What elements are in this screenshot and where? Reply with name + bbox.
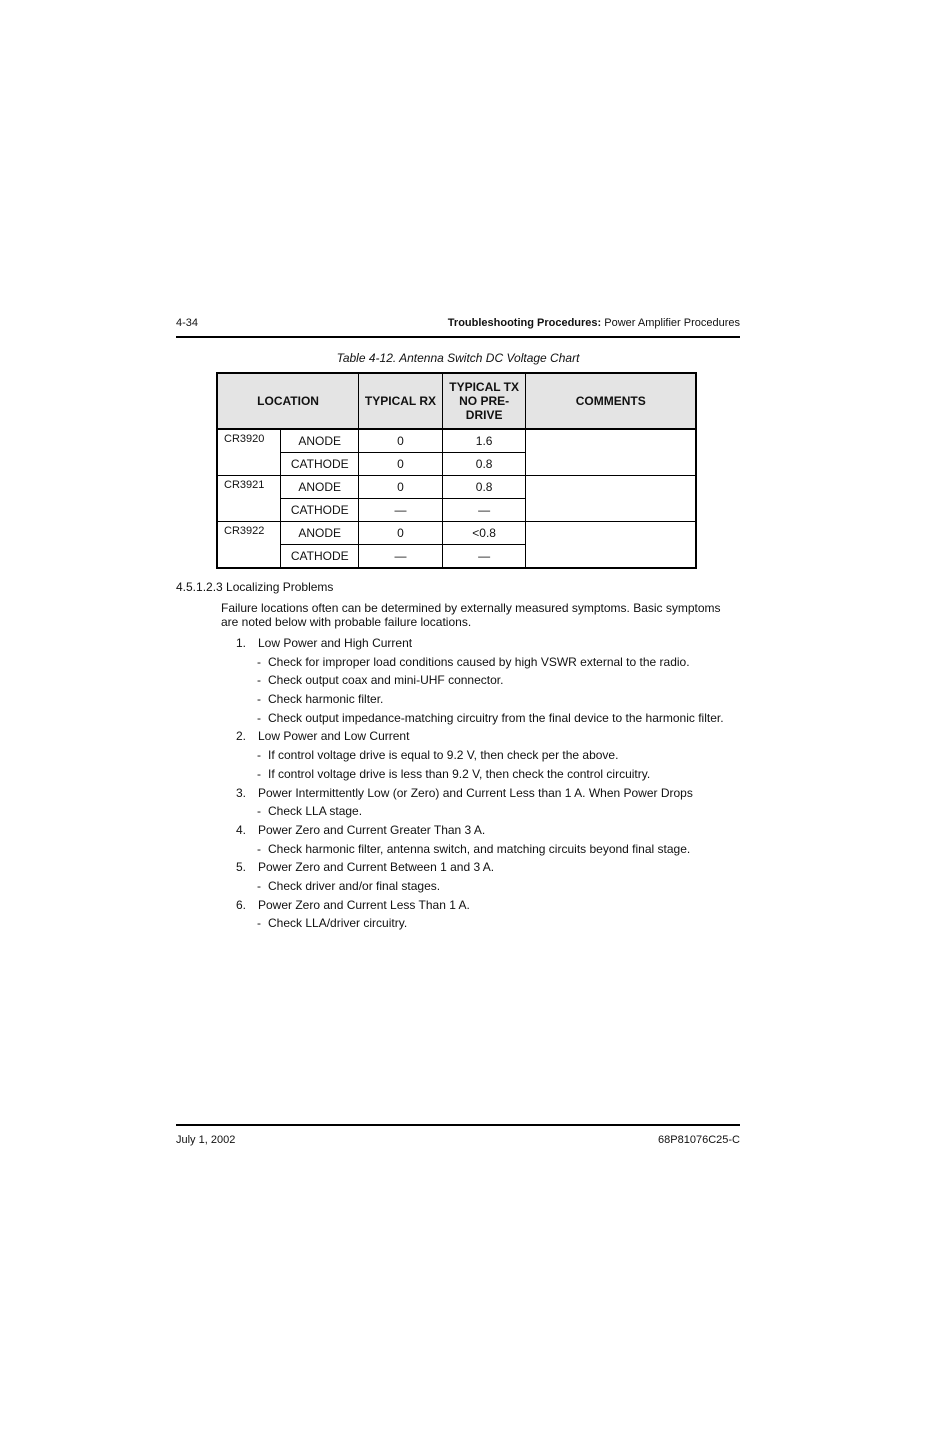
item-text: Power Zero and Current Greater Than 3 A.	[258, 822, 486, 837]
dash: -	[257, 766, 261, 781]
item-number: 1.	[236, 636, 247, 650]
item-text: Power Zero and Current Less Than 1 A.	[258, 897, 470, 912]
rx-cell: 0	[359, 429, 443, 453]
dash: -	[257, 692, 261, 707]
item-text: Low Power and Low Current	[258, 729, 410, 744]
sub-item-text: If control voltage drive is less than 9.2 V, then check the control circuitry.	[268, 766, 651, 781]
list-item	[236, 636, 746, 655]
component-ref: CR3921	[217, 476, 281, 522]
header-typical-rx: TYPICAL RX	[359, 373, 443, 429]
tx-cell: <0.8	[442, 522, 526, 545]
component-ref: CR3920	[217, 429, 281, 476]
sub-item-text: If control voltage drive is equal to 9.2 V, then check per the above.	[268, 748, 619, 763]
page-footer	[176, 1124, 740, 1146]
sub-item-text: Check output impedance-matching circuitry from the final device to the harmonic filter.	[268, 710, 724, 725]
pin-cell: ANODE	[281, 429, 359, 453]
section-intro: Failure locations often can be determined by externally measured symptoms. Basic symptoms are noted below with probable failure locations.	[221, 601, 721, 629]
item-text: Low Power and High Current	[258, 636, 413, 650]
table-row	[217, 522, 696, 545]
dash: -	[257, 916, 261, 931]
component-ref: CR3922	[217, 522, 281, 569]
header-typical-tx-line1: TYPICAL TX	[449, 380, 520, 394]
table-header-row	[217, 373, 696, 429]
sub-item	[236, 711, 746, 730]
item-number: 6.	[236, 897, 247, 912]
dash: -	[257, 673, 261, 688]
tx-cell: 0.8	[442, 453, 526, 476]
comments-cell	[526, 522, 696, 569]
sub-item-text: Check output coax and mini-UHF connector.	[268, 673, 504, 688]
page-header	[176, 316, 740, 338]
tx-cell: 1.6	[442, 429, 526, 453]
table-row	[217, 476, 696, 499]
tx-cell: —	[442, 545, 526, 569]
rx-cell: 0	[359, 522, 443, 545]
pin-cell: CATHODE	[281, 499, 359, 522]
sub-item	[236, 673, 746, 692]
dash: -	[257, 710, 261, 725]
pin-cell: ANODE	[281, 476, 359, 499]
rx-cell: 0	[359, 453, 443, 476]
rx-cell: 0	[359, 476, 443, 499]
list-item	[236, 786, 746, 805]
item-number: 5.	[236, 860, 247, 875]
item-number: 2.	[236, 729, 247, 744]
tx-cell: —	[442, 499, 526, 522]
table-row	[217, 429, 696, 453]
sub-item-text: Check for improper load conditions caused by high VSWR external to the radio.	[268, 654, 690, 669]
dash: -	[257, 804, 261, 819]
dash: -	[257, 878, 261, 893]
rx-cell: —	[359, 499, 443, 522]
footer-date: July 1, 2002	[176, 1134, 236, 1146]
comments-cell	[526, 429, 696, 476]
header-location: LOCATION	[217, 373, 359, 429]
item-number: 4.	[236, 822, 247, 837]
header-title-rest: Power Amplifier Procedures	[604, 317, 740, 329]
sub-item-text: Check LLA/driver circuitry.	[268, 916, 408, 931]
sub-item	[236, 748, 746, 767]
header-typical-tx-line2: NO PRE-	[459, 394, 510, 408]
section-heading: 4.5.1.2.3 Localizing Problems	[176, 580, 334, 594]
header-typical-tx	[442, 373, 526, 429]
header-comments: COMMENTS	[526, 373, 696, 429]
item-text: Power Intermittently Low (or Zero) and Current Less than 1 A. When Power Drops	[258, 785, 693, 800]
comments-cell	[526, 476, 696, 522]
list-item	[236, 823, 746, 842]
sub-item-text: Check harmonic filter.	[268, 692, 384, 707]
dash: -	[257, 841, 261, 856]
sub-item	[236, 842, 746, 861]
table-caption: Table 4-12. Antenna Switch DC Voltage Chart	[336, 351, 580, 365]
sub-item	[236, 655, 746, 674]
rx-cell: —	[359, 545, 443, 569]
sub-item	[236, 804, 746, 823]
list-item	[236, 860, 746, 879]
pin-cell: CATHODE	[281, 545, 359, 569]
sub-item	[236, 916, 746, 935]
sub-item-text: Check driver and/or final stages.	[268, 878, 441, 893]
tx-cell: 0.8	[442, 476, 526, 499]
item-text: Power Zero and Current Between 1 and 3 A.	[258, 860, 495, 875]
header-title	[448, 317, 740, 329]
list-item	[236, 729, 746, 748]
pin-cell: ANODE	[281, 522, 359, 545]
page-number: 4-34	[176, 317, 199, 329]
voltage-table	[216, 372, 697, 569]
dash: -	[257, 748, 261, 763]
sub-item	[236, 879, 746, 898]
pin-cell: CATHODE	[281, 453, 359, 476]
sub-item-text: Check harmonic filter, antenna switch, and matching circuits beyond final stage.	[268, 841, 691, 856]
header-title-bold: Troubleshooting Procedures:	[447, 317, 602, 329]
item-number: 3.	[236, 785, 247, 800]
footer-doc-number: 68P81076C25-C	[658, 1134, 740, 1146]
header-typical-tx-line3: DRIVE	[465, 408, 503, 422]
dash: -	[257, 654, 261, 669]
symptom-list	[236, 636, 746, 935]
list-item	[236, 898, 746, 917]
sub-item	[236, 692, 746, 711]
sub-item-text: Check LLA stage.	[268, 804, 363, 819]
sub-item	[236, 767, 746, 786]
